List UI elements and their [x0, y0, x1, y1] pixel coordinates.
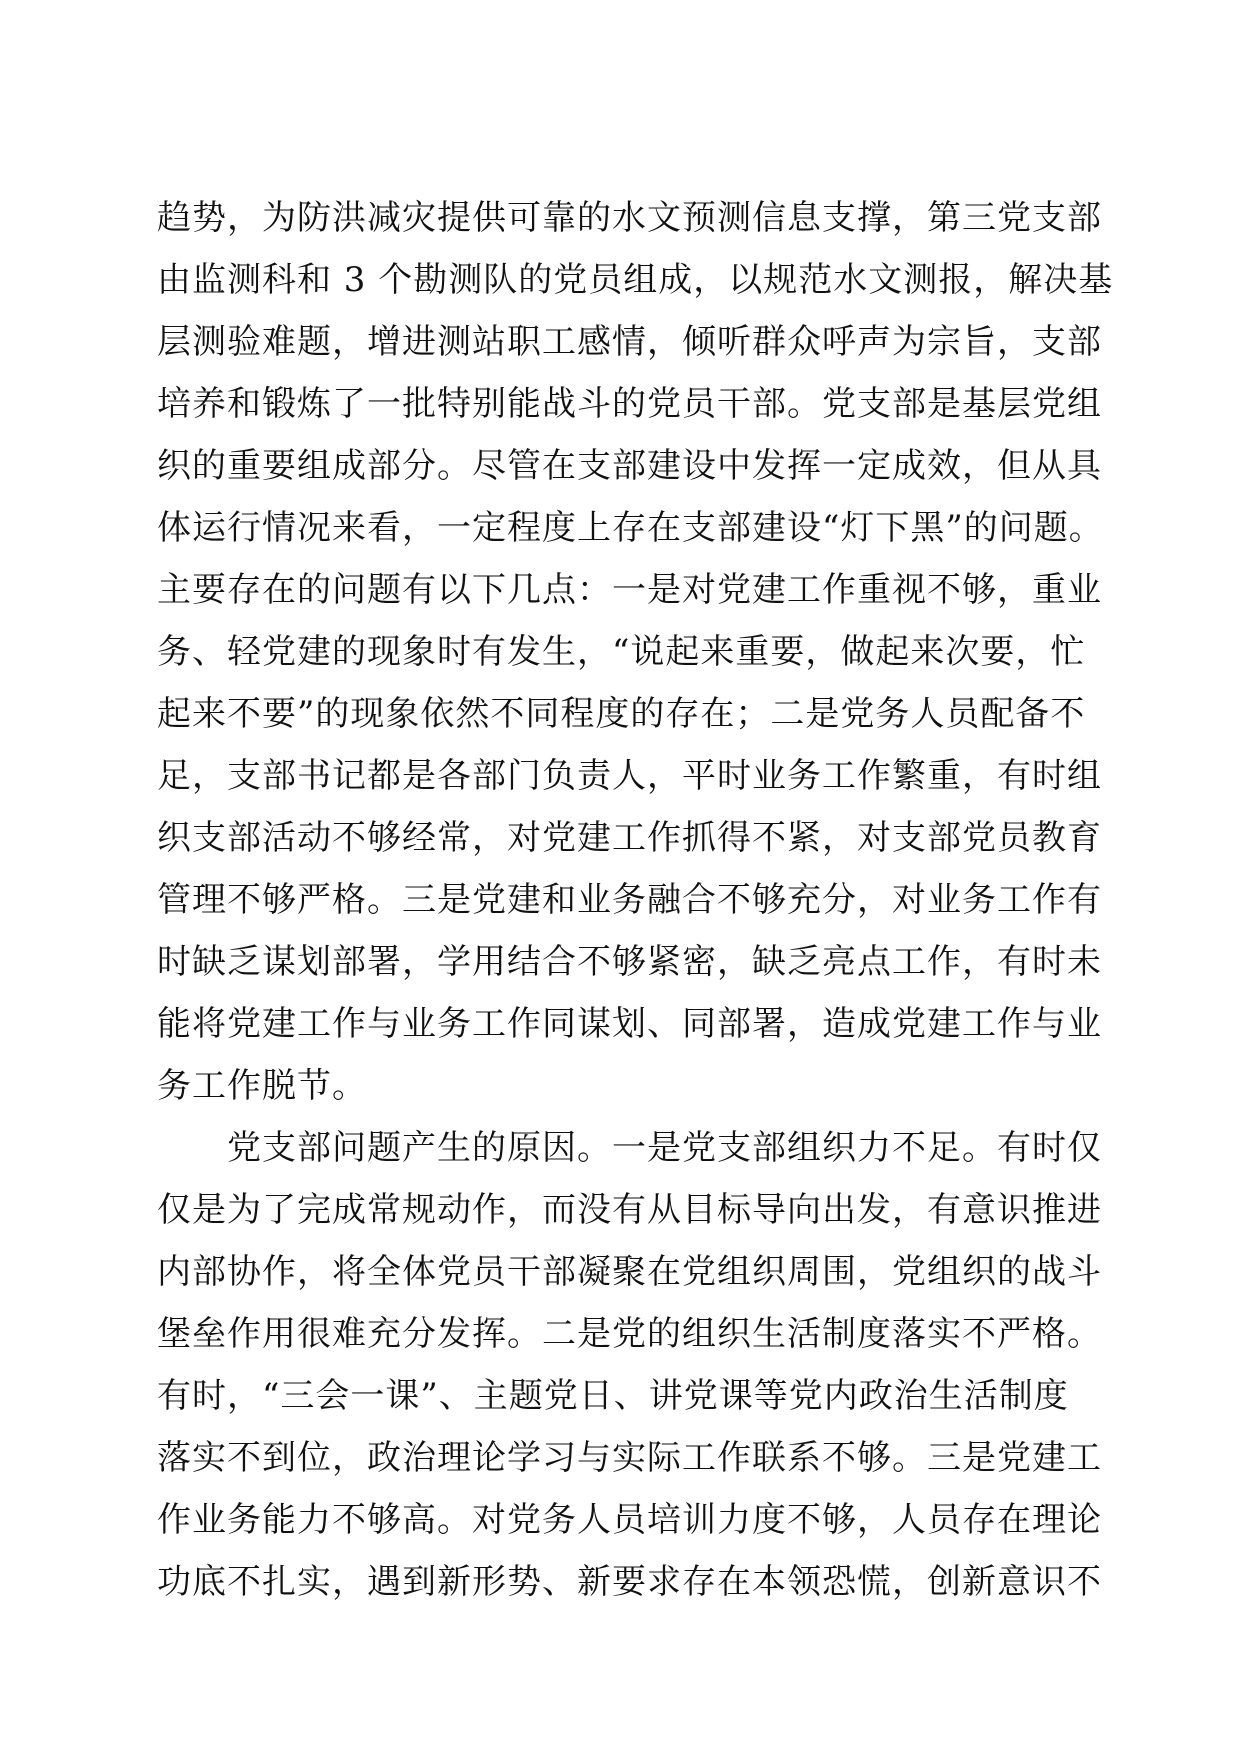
text-line: 务工作脱节。: [157, 1066, 367, 1106]
text-line: 落实不到位，政治理论学习与实际工作联系不够。三是党建工: [157, 1438, 1102, 1478]
paragraph-issues: [157, 187, 1114, 1117]
text-line: 内部协作，将全体党员干部凝聚在党组织周围，党组织的战斗: [157, 1252, 1102, 1292]
text-line: 起来不要”的现象依然不同程度的存在；二是党务人员配备不: [157, 694, 1086, 734]
text-line: 趋势，为防洪减灾提供可靠的水文预测信息支撑，第三党支部: [157, 198, 1102, 238]
text-line: 有时，“三会一课”、主题党日、讲党课等党内政治生活制度: [157, 1376, 1069, 1416]
text-line: 功底不扎实，遇到新形势、新要求存在本领恐慌，创新意识不: [157, 1562, 1102, 1602]
text-line: 堡垒作用很难充分发挥。二是党的组织生活制度落实不严格。: [157, 1314, 1102, 1354]
text-line: 时缺乏谋划部署，学用结合不够紧密，缺乏亮点工作，有时未: [157, 942, 1102, 982]
text-line: 足，支部书记都是各部门负责人，平时业务工作繁重，有时组: [157, 756, 1102, 796]
body-text: [157, 187, 1114, 1613]
paragraph-causes: [157, 1117, 1102, 1613]
text-line: 党支部问题产生的原因。一是党支部组织力不足。有时仅: [227, 1128, 1102, 1168]
text-line: 管理不够严格。三是党建和业务融合不够充分，对业务工作有: [157, 880, 1102, 920]
text-line: 由监测科和 3 个勘测队的党员组成，以规范水文测报，解决基: [157, 260, 1114, 300]
text-line: 务、轻党建的现象时有发生，“说起来重要，做起来次要，忙: [157, 632, 1086, 672]
text-line: 层测验难题，增进测站职工感情，倾听群众呼声为宗旨，支部: [157, 322, 1102, 362]
text-line: 主要存在的问题有以下几点：一是对党建工作重视不够，重业: [157, 570, 1102, 610]
text-line: 作业务能力不够高。对党务人员培训力度不够，人员存在理论: [157, 1500, 1102, 1540]
text-line: 培养和锻炼了一批特别能战斗的党员干部。党支部是基层党组: [157, 384, 1102, 424]
text-line: 仅是为了完成常规动作，而没有从目标导向出发，有意识推进: [157, 1190, 1102, 1230]
text-line: 体运行情况来看，一定程度上存在支部建设“灯下黑”的问题。: [157, 508, 1104, 548]
text-line: 织支部活动不够经常，对党建工作抓得不紧，对支部党员教育: [157, 818, 1102, 858]
text-line: 织的重要组成部分。尽管在支部建设中发挥一定成效，但从具: [157, 446, 1102, 486]
text-line: 能将党建工作与业务工作同谋划、同部署，造成党建工作与业: [157, 1004, 1102, 1044]
